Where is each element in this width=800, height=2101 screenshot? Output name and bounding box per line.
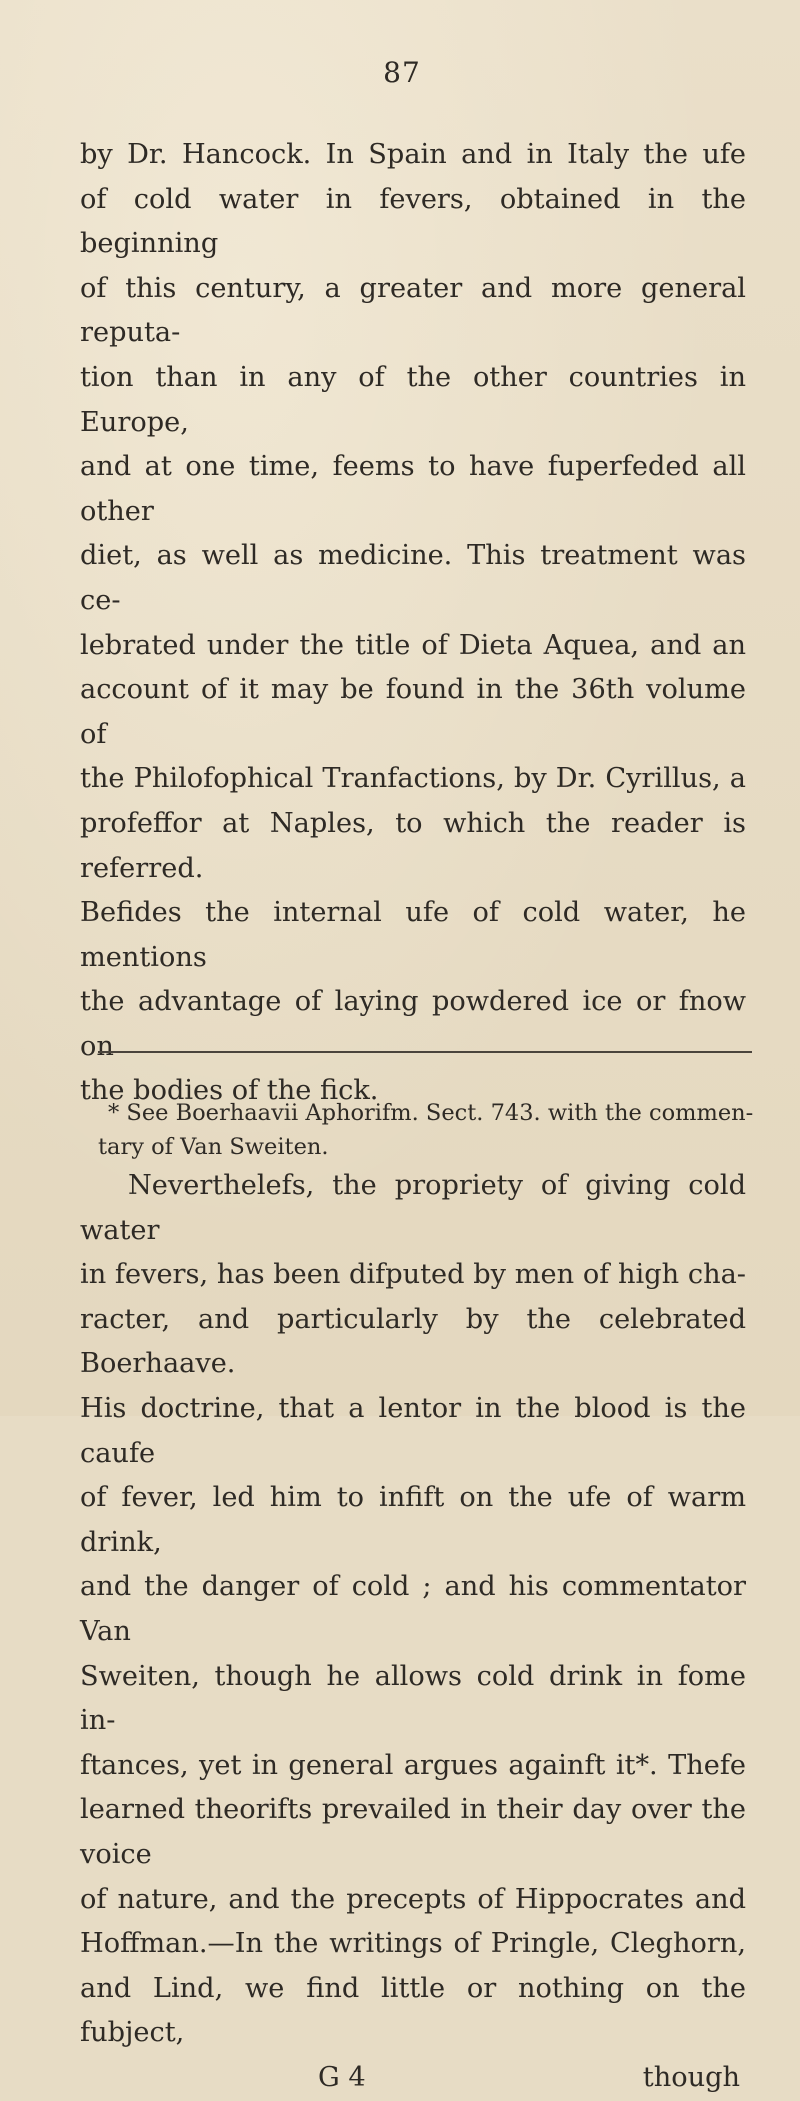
signature-line <box>80 2056 746 2101</box>
text-line: lebrated under the title of Dieta Aquea, and an <box>80 629 746 661</box>
text-line: tion than in any of the other countries in Europe, <box>80 361 746 438</box>
text-line: racter, and particularly by the celebrated Boerhaave. <box>80 1303 746 1380</box>
text-line: profeffor at Naples, to which the reader is referred. <box>80 807 746 884</box>
text-line: of this century, a greater and more general reputa- <box>80 272 746 349</box>
footnote-rule <box>98 1051 752 1053</box>
page-number: 87 <box>383 56 421 89</box>
text-line: diet, as well as medicine. This treatment was ce- <box>80 540 746 616</box>
text-line: and the danger of cold ; and his commentator Van <box>80 1571 746 1647</box>
text-line: Hoffman.—In the writings of Pringle, Cleghorn, <box>80 1928 746 1960</box>
footnote-line: * See Boerhaavii Aphorifm. Sect. 743. with the commen- <box>108 1100 754 1126</box>
text-line: learned theorifts prevailed in their day over the voice <box>80 1794 746 1870</box>
text-line: ftances, yet in general argues againft it*. Thefe <box>80 1749 746 1781</box>
text-line: in fevers, has been difputed by men of high cha- <box>80 1259 746 1291</box>
text-line: of cold water in fevers, obtained in the beginning <box>80 183 746 260</box>
text-line: by Dr. Hancock. In Spain and in Italy the ufe <box>80 139 746 170</box>
footnote-line: tary of Van Sweiten. <box>98 1134 329 1160</box>
text-line: His doctrine, that a lentor in the blood is the caufe <box>80 1393 746 1469</box>
catchword: though <box>642 2061 740 2093</box>
text-line: of nature, and the precepts of Hippocrates and <box>80 1883 746 1915</box>
signature-mark: G 4 <box>318 2061 366 2093</box>
text-line: Neverthelefs, the propriety of giving cold water <box>80 1170 746 1246</box>
text-line: Befides the internal ufe of cold water, he mentions <box>80 897 746 973</box>
footnote <box>98 1096 756 1164</box>
text-line: and at one time, feems to have fuperfeded all other <box>80 451 746 527</box>
text-line: the Philofophical Tranfactions, by Dr. Cyrillus, a <box>80 763 746 795</box>
text-line: of fever, led him to infift on the ufe of warm drink, <box>80 1482 746 1558</box>
text-line: the bodies of the fick. <box>80 1075 379 1107</box>
text-line: Sweiten, though he allows cold drink in fome in- <box>80 1660 746 1737</box>
text-line: account of it may be found in the 36th volume of <box>80 674 746 750</box>
text-line: and Lind, we find little or nothing on the fubject, <box>80 1972 746 2049</box>
text-line: the advantage of laying powdered ice or fnow on <box>80 986 746 1062</box>
